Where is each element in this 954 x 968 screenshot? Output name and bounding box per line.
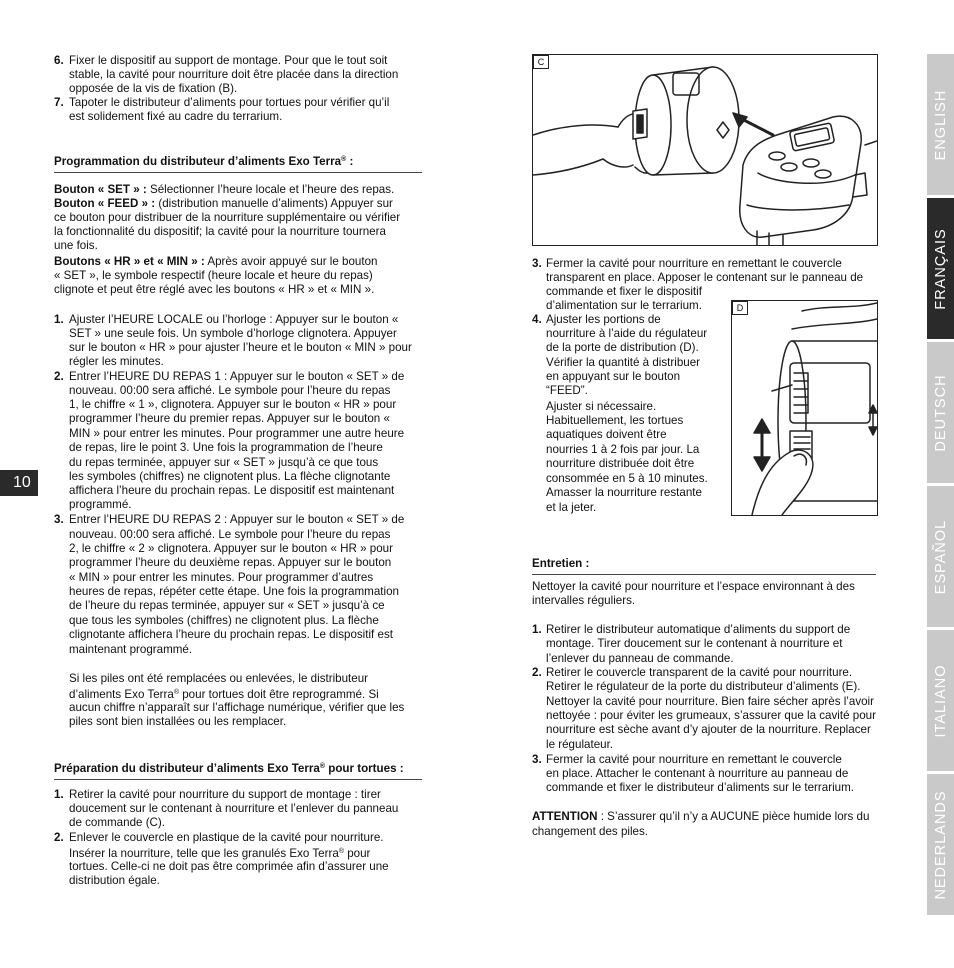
maint-step-2-line: nourriture est sèche avant d’y ajouter de la nourriture. Replacer bbox=[546, 723, 871, 736]
step-6-line-1: Fixer le dispositif au support de montage. Pour que le tout soit bbox=[69, 54, 388, 67]
prog-step-2-line: nouveau. 00:00 sera affiché. Le symbole pour l’heure du repas bbox=[69, 384, 391, 397]
figure-d bbox=[731, 300, 878, 516]
step-6-line-2: stable, la cavité pour nourriture doit être placée dans la direction bbox=[69, 68, 399, 81]
battery-note-line: aucun chiffre n’apparaît sur l’affichage numérique, vérifier que les bbox=[69, 701, 405, 714]
tab-nederlands[interactable] bbox=[927, 774, 954, 915]
tab-label: ESPAÑOL bbox=[932, 519, 949, 594]
preparation-heading: Préparation du distributeur d’aliments Exo Terra® pour tortues : bbox=[54, 762, 404, 775]
prog-step-3-line: maintenant programmé. bbox=[69, 643, 193, 656]
prog-step-3-line: heures de repas, répéter cette étape. Une fois la programmation bbox=[69, 585, 399, 598]
maint-step-3-number: 3. bbox=[532, 753, 542, 766]
prog-step-3-line: Entrer l’HEURE DU REPAS 2 : Appuyer sur le bouton « SET » de bbox=[69, 513, 405, 526]
maint-step-2-line: Nettoyer la cavité pour nourriture. Bien faire sécher après l’avoir bbox=[546, 695, 874, 708]
maintenance-intro-line: Nettoyer la cavité pour nourriture et l’espace environnant à des bbox=[532, 580, 855, 593]
prog-step-2-line: 1, le chiffre « 1 », clignotera. Appuyer sur le bouton « HR » pour bbox=[69, 398, 397, 411]
tab-label: ITALIANO bbox=[932, 664, 949, 737]
figure-d-label: D bbox=[732, 301, 748, 315]
prog-step-1-line: Ajuster l’HEURE LOCALE ou l’horloge : Appuyer sur le bouton « bbox=[69, 313, 399, 326]
tab-deutsch[interactable] bbox=[927, 342, 954, 483]
feeder-removal-illustration bbox=[533, 55, 877, 245]
step-4-line: de la porte de distribution (D). bbox=[546, 341, 699, 354]
attention-note-line-2: changement des piles. bbox=[532, 825, 649, 838]
feed-line-3: la fonctionnalité du dispositif; la cavité pour la nourriture tournera bbox=[54, 225, 386, 238]
prog-step-1-line: sur le bouton « HR » pour ajuster l’heure et le bouton « MIN » pour bbox=[69, 341, 412, 354]
maint-step-1-line: l’enlever du panneau de commande. bbox=[546, 652, 734, 665]
prog-step-1-line: SET » une seule fois. Un symbole d’horloge clignotera. Appuyer bbox=[69, 327, 397, 340]
maint-step-3-line: commande et fixer le distributeur d’aliments sur le terrarium. bbox=[546, 781, 854, 794]
prog-step-2-line: programmer l’heure du premier repas. Appuyer sur le bouton « bbox=[69, 412, 390, 425]
step-4-line: Ajuster les portions de bbox=[546, 313, 661, 326]
page-number-badge bbox=[0, 470, 38, 496]
attention-note: ATTENTION : S’assurer qu’il n’y a AUCUNE pièce humide lors du bbox=[532, 810, 870, 823]
maintenance-heading: Entretien : bbox=[532, 557, 590, 570]
step-7-number: 7. bbox=[54, 96, 64, 109]
prep-step-1-line: doucement sur le contenant à nourriture et l’enlever du panneau bbox=[69, 802, 399, 815]
step-6-line-3: opposée de la vis de fixation (B). bbox=[69, 82, 238, 95]
step-3-line: commande et fixer le dispositif bbox=[546, 285, 702, 298]
prog-step-2-line: MIN » pour entrer les minutes. Pour programmer une autre heure bbox=[69, 427, 405, 440]
step-6-number: 6. bbox=[54, 54, 64, 67]
tab-label: NEDERLANDS bbox=[932, 789, 949, 900]
prep-step-1-number: 1. bbox=[54, 788, 64, 801]
maint-step-2-line: nettoyée : pour éviter les grumeaux, s’assurer que la cavité pour bbox=[546, 709, 876, 722]
tab-espanol[interactable] bbox=[927, 486, 954, 627]
prog-step-3-line: nouveau. 00:00 sera affiché. Le symbole pour l’heure du repas bbox=[69, 528, 391, 541]
prog-step-2-line: de repas, lire le point 3. Une fois la programmation de l’heure bbox=[69, 441, 383, 454]
step-3-line: d’alimentation sur le terrarium. bbox=[546, 299, 702, 312]
maint-step-1-number: 1. bbox=[532, 623, 542, 636]
door-regulator-illustration bbox=[732, 301, 877, 515]
step-3-line: Fermer la cavité pour nourriture en remettant le couvercle bbox=[546, 257, 842, 270]
tab-label: ENGLISH bbox=[932, 89, 949, 160]
maint-step-3-line: Fermer la cavité pour nourriture en remettant le couvercle bbox=[546, 753, 842, 766]
heading-rule bbox=[54, 172, 422, 173]
feed-line-4: une fois. bbox=[54, 239, 98, 252]
prog-step-3-line: clignotante affichera l’heure du prochain repas. Le dispositif est bbox=[69, 628, 393, 641]
figure-c bbox=[532, 54, 878, 246]
figure-c-label: C bbox=[533, 55, 549, 69]
prep-step-2-number: 2. bbox=[54, 831, 64, 844]
prog-step-3-line: que tous les symboles (chiffres) ne clignotent plus. La flèche bbox=[69, 614, 379, 627]
prog-step-2-line: Entrer l’HEURE DU REPAS 1 : Appuyer sur le bouton « SET » de bbox=[69, 370, 405, 383]
prep-step-2-line: distribution égale. bbox=[69, 874, 160, 887]
step-4-line: en appuyant sur le bouton bbox=[546, 370, 681, 383]
feed-button-desc: Bouton « FEED » : (distribution manuelle d’aliments) Appuyer sur bbox=[54, 197, 393, 210]
maint-step-2-line: Retirer le couvercle transparent de la cavité pour nourriture. bbox=[546, 666, 853, 679]
feed-line-2: ce bouton pour distribuer de la nourriture supplémentaire ou vérifier bbox=[54, 211, 401, 224]
prog-step-3-line: « MIN » pour entrer les minutes. Pour programmer d’autres bbox=[69, 571, 374, 584]
set-button-desc: Bouton « SET » : Sélectionner l’heure locale et l’heure des repas. bbox=[54, 183, 395, 196]
step-4-line: Habituellement, les tortues bbox=[546, 414, 684, 427]
step-4-line: Vérifier la quantité à distribuer bbox=[546, 356, 701, 369]
battery-note-line: d’aliments Exo Terra® pour tortues doit être reprogrammé. Si bbox=[69, 688, 379, 701]
prep-step-2-line: tortues. Celle-ci ne doit pas être comprimée afin d’assurer une bbox=[69, 860, 389, 873]
step-4-line: “FEED”. bbox=[546, 384, 588, 397]
step-4-number: 4. bbox=[532, 313, 542, 326]
prog-step-3-line: 2, le chiffre « 2 » clignotera. Appuyer sur le bouton « HR » pour bbox=[69, 542, 393, 555]
step-4-line: aquatiques doivent être bbox=[546, 428, 667, 441]
tab-english[interactable] bbox=[927, 54, 954, 195]
step-4-line: nourriture distribuée doit être bbox=[546, 457, 695, 470]
maint-step-1-line: Retirer le distributeur automatique d’aliments du support de bbox=[546, 623, 851, 636]
programming-heading: Programmation du distributeur d’aliments Exo Terra® : bbox=[54, 155, 354, 168]
maint-step-2-line: le régulateur. bbox=[546, 738, 614, 751]
step-4-line: Ajuster si nécessaire. bbox=[546, 400, 657, 413]
tab-francais[interactable] bbox=[927, 198, 954, 339]
hr-min-line-3: clignote et peut être réglé avec les boutons « HR » et « MIN ». bbox=[54, 283, 375, 296]
tab-label: DEUTSCH bbox=[932, 373, 949, 452]
step-3-number: 3. bbox=[532, 257, 542, 270]
step-4-line: Amasser la nourriture restante bbox=[546, 486, 702, 499]
step-7-line-2: est solidement fixé au cadre du terrarium. bbox=[69, 110, 283, 123]
step-7-line-1: Tapoter le distributeur d’aliments pour tortues pour vérifier qu’il bbox=[69, 96, 390, 109]
tab-label: FRANÇAIS bbox=[932, 227, 949, 310]
step-3-line: transparent en place. Apposer le contenant sur le panneau de bbox=[546, 271, 864, 284]
prog-step-1-line: régler les minutes. bbox=[69, 355, 164, 368]
prog-step-3-line: programmer l’heure du deuxième repas. Appuyer sur le bouton bbox=[69, 556, 392, 569]
prog-step-2-line: les symboles (chiffres) ne clignotent plus. La flèche clignotante bbox=[69, 470, 391, 483]
hr-min-desc: Boutons « HR » et « MIN » : Après avoir appuyé sur le bouton bbox=[54, 255, 378, 268]
step-4-line: nourriture à l’aide du régulateur bbox=[546, 327, 708, 340]
prog-step-2-line: programmé. bbox=[69, 498, 132, 511]
maintenance-intro-line: intervalles réguliers. bbox=[532, 594, 636, 607]
prep-step-1-line: Retirer la cavité pour nourriture du support de montage : tirer bbox=[69, 788, 381, 801]
prep-step-1-line: de commande (C). bbox=[69, 816, 166, 829]
step-4-line: et la jeter. bbox=[546, 501, 597, 514]
heading-rule bbox=[54, 779, 422, 780]
tab-italiano[interactable] bbox=[927, 630, 954, 771]
maint-step-3-line: en place. Attacher le contenant à nourriture au panneau de bbox=[546, 767, 849, 780]
maint-step-2-number: 2. bbox=[532, 666, 542, 679]
prog-step-2-number: 2. bbox=[54, 370, 64, 383]
maint-step-1-line: montage. Tirer doucement sur le contenant à nourriture et bbox=[546, 637, 843, 650]
battery-note-line: piles sont bien installées ou les remplacer. bbox=[69, 715, 287, 728]
prog-step-2-line: du repas terminée, appuyer sur « SET » jusqu’à ce que tous bbox=[69, 456, 379, 469]
hr-min-line-2: « SET », le symbole respectif (heure locale et heure du repas) bbox=[54, 269, 373, 282]
prep-step-2-line: Insérer la nourriture, telle que les granulés Exo Terra® pour bbox=[69, 847, 371, 860]
battery-note-line: Si les piles ont été remplacées ou enlevées, le distributeur bbox=[69, 672, 369, 685]
prep-step-2-line: Enlever le couvercle en plastique de la cavité pour nourriture. bbox=[69, 831, 384, 844]
step-4-line: nourries 1 à 2 fois par jour. La bbox=[546, 443, 700, 456]
prog-step-2-line: affichera l’heure du prochain repas. Le dispositif est maintenant bbox=[69, 484, 395, 497]
prog-step-1-number: 1. bbox=[54, 313, 64, 326]
prog-step-3-number: 3. bbox=[54, 513, 64, 526]
prog-step-3-line: de l’heure du repas terminée, appuyer sur « SET » jusqu’à ce bbox=[69, 599, 385, 612]
heading-rule bbox=[532, 574, 876, 575]
step-4-line: consommée en 5 à 10 minutes. bbox=[546, 472, 708, 485]
maint-step-2-line: Retirer le régulateur de la porte du distributeur d’aliments (E). bbox=[546, 680, 861, 693]
page-number: 10 bbox=[13, 474, 31, 491]
